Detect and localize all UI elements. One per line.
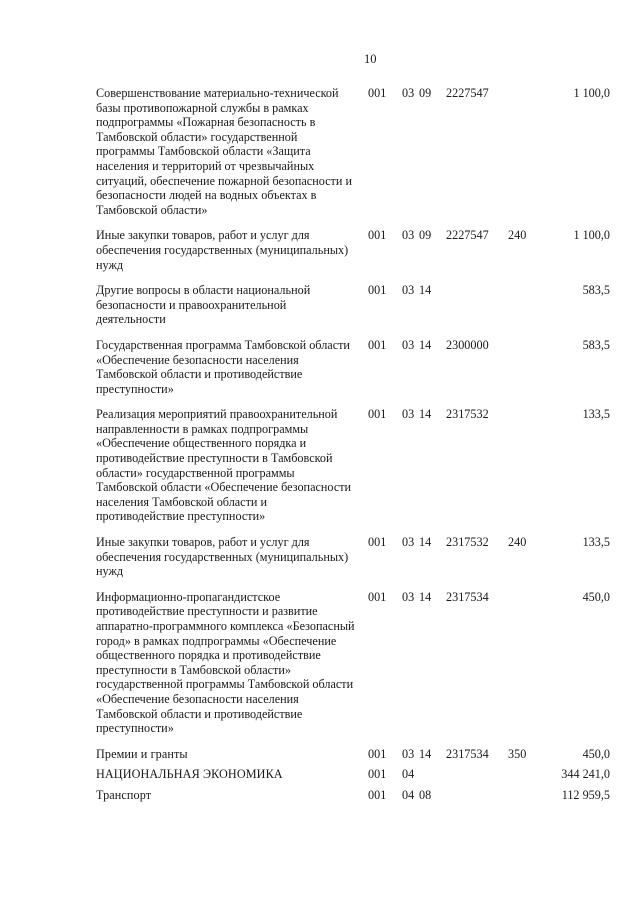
section-code: 03 [402, 337, 415, 352]
expense-kind-code: 240 [508, 535, 527, 550]
row-name: Информационно-пропагандистское противодействие преступности и развитие аппаратно-программного комплекса «Безопасный город» в рамках подпрограммы «Обеспечение общественного порядка и противодействие преступности в Тамбовской области» государственной программы Тамбовской области «Обеспечение безопасности населения Тамбовской области и противодействие преступности» [96, 589, 355, 736]
expense-kind-code: 240 [508, 228, 527, 243]
row-name: Совершенствование материально-технической базы противопожарной службы в рамках подпрограммы «Пожарная безопасность в Тамбовской области» государственной программы Тамбовской области «Защита населения и территорий от чрезвычайных ситуаций, обеспечение пожарной безопасности и безопасности людей на водных объектах в Тамбовской области» [96, 86, 352, 217]
row-name: Транспорт [96, 787, 152, 802]
row-name: Другие вопросы в области национальной безопасности и правоохранительной деятельности [96, 283, 311, 327]
expense-kind-code: 350 [508, 746, 527, 761]
amount: 1 100,0 [573, 228, 610, 243]
target-code: 2300000 [446, 337, 489, 352]
admin-code: 001 [368, 337, 387, 352]
target-code: 2227547 [446, 228, 489, 243]
amount: 450,0 [582, 746, 610, 761]
table-row [96, 228, 612, 272]
admin-code: 001 [368, 228, 387, 243]
target-code: 2317532 [446, 535, 489, 550]
target-code: 2227547 [446, 86, 489, 100]
row-name: Премии и гранты [96, 746, 188, 761]
admin-code: 001 [368, 283, 387, 298]
section-code: 03 [402, 407, 415, 422]
subsection-code: 08 [419, 787, 432, 802]
subsection-code: 09 [419, 86, 432, 100]
section-code: 03 [402, 283, 415, 298]
section-code: 03 [402, 228, 415, 243]
admin-code: 001 [368, 535, 387, 550]
table-row [96, 747, 612, 762]
amount: 133,5 [582, 407, 610, 422]
amount: 450,0 [582, 589, 610, 604]
target-code: 2317534 [446, 746, 489, 761]
section-code: 03 [402, 589, 415, 604]
admin-code: 001 [368, 86, 387, 100]
section-code: 03 [402, 86, 415, 100]
amount: 1 100,0 [573, 86, 610, 100]
amount: 583,5 [582, 337, 610, 352]
row-name: Иные закупки товаров, работ и услуг для обеспечения государственных (муниципальных) нужд [96, 228, 349, 272]
amount: 344 241,0 [561, 767, 610, 782]
table-row [96, 283, 612, 327]
admin-code: 001 [368, 767, 387, 782]
section-code: 04 [402, 767, 415, 782]
target-code: 2317532 [446, 407, 489, 422]
subsection-code: 14 [419, 337, 432, 352]
table-row [96, 407, 612, 524]
amount: 583,5 [582, 283, 610, 298]
subsection-code: 14 [419, 535, 432, 550]
subsection-code: 14 [419, 407, 432, 422]
admin-code: 001 [368, 746, 387, 761]
row-name: НАЦИОНАЛЬНАЯ ЭКОНОМИКА [96, 767, 283, 782]
subsection-code: 14 [419, 589, 432, 604]
amount: 133,5 [582, 535, 610, 550]
section-code: 03 [402, 746, 415, 761]
section-code: 04 [402, 787, 415, 802]
admin-code: 001 [368, 589, 387, 604]
amount: 112 959,5 [561, 787, 610, 802]
section-code: 03 [402, 535, 415, 550]
row-name: Государственная программа Тамбовской области «Обеспечение безопасности населения Тамбовской области и противодействие преступности» [96, 337, 350, 396]
page-number: 10 [364, 52, 377, 66]
table-row [96, 788, 612, 803]
table-row [96, 338, 612, 396]
subsection-code: 14 [419, 746, 432, 761]
target-code: 2317534 [446, 589, 489, 604]
subsection-code: 14 [419, 283, 432, 298]
admin-code: 001 [368, 787, 387, 802]
table-row [96, 535, 612, 579]
row-name: Иные закупки товаров, работ и услуг для обеспечения государственных (муниципальных) нужд [96, 535, 349, 579]
subsection-code: 09 [419, 228, 432, 243]
budget-table [96, 86, 612, 809]
admin-code: 001 [368, 407, 387, 422]
table-row [96, 86, 612, 217]
table-row [96, 767, 612, 782]
table-row [96, 590, 612, 736]
row-name: Реализация мероприятий правоохранительной направленности в рамках подпрограммы «Обеспечение общественного порядка и противодействие преступности в Тамбовской области» государственной программы Тамбовской области «Обеспечение безопасности населения Тамбовской области и противодействие преступности» [96, 407, 352, 524]
